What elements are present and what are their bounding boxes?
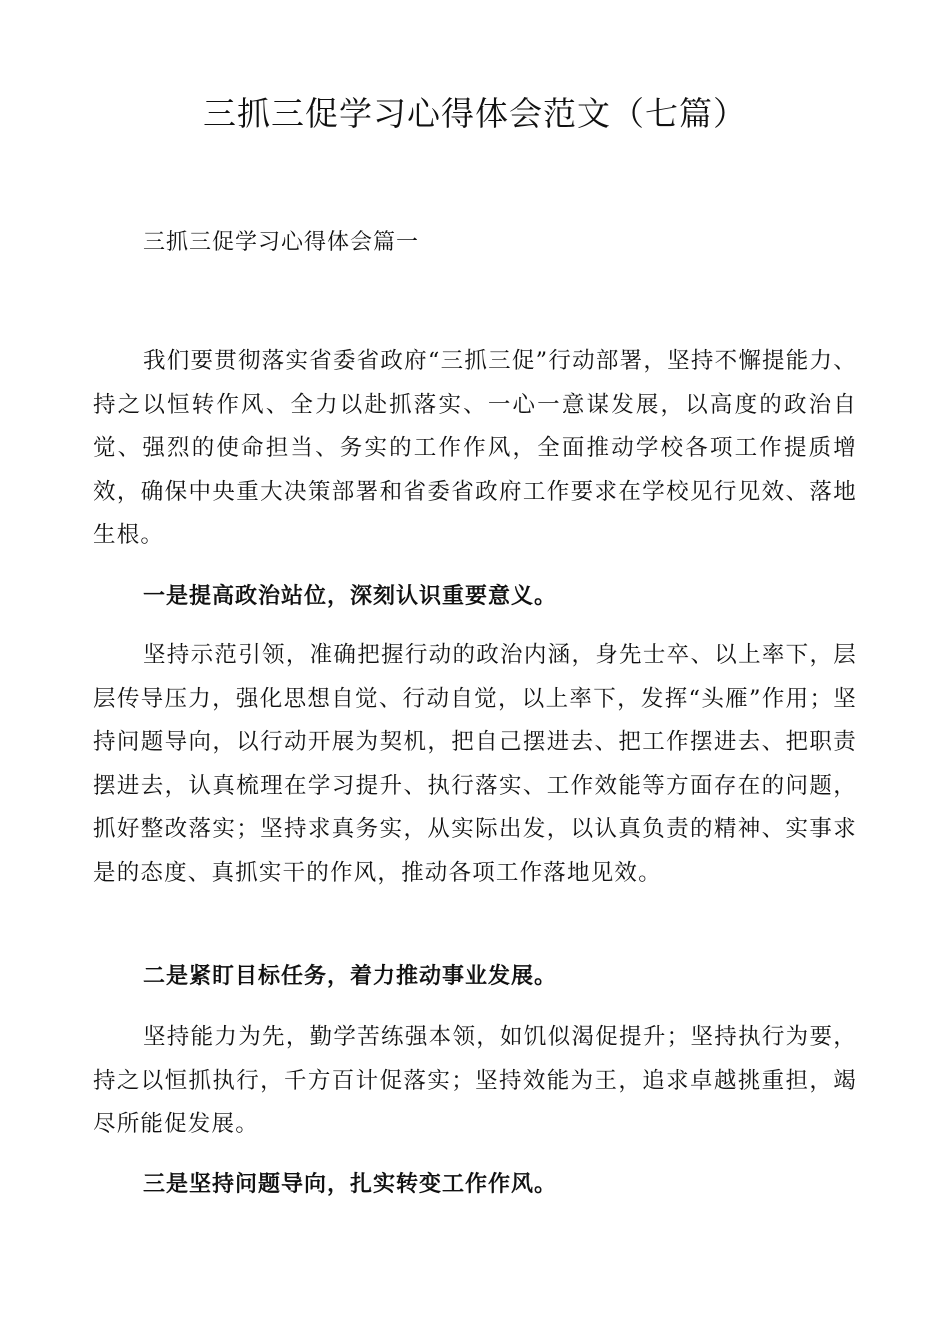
heading-2: 二是紧盯目标任务，着力推动事业发展。	[143, 964, 558, 989]
body-paragraph-1: 坚持示范引领，准确把握行动的政治内涵，身先士卒、以上率下，层层传导压力，强化思想自觉、行动自觉，以上率下，发挥“头雁”作用；坚持问题导向，以行动开展为契机，把自己摆进去、把工作摆进去、把职责摆进去，认真梳理在学习提升、执行落实、工作效能等方面存在的问题，抓好整改落实；坚持求真务实，从实际出发，以认真负责的精神、实事求是的态度、真抓实干的作风，推动各项工作落地见效。	[93, 642, 857, 886]
document-title: 三抓三促学习心得体会范文（七篇）	[203, 94, 747, 133]
section-title: 三抓三促学习心得体会篇一	[143, 230, 420, 255]
intro-paragraph: 我们要贯彻落实省委省政府“三抓三促”行动部署，坚持不懈提能力、持之以恒转作风、全力以赴抓落实、一心一意谋发展，以高度的政治自觉、强烈的使命担当、务实的工作作风，全面推动学校各项工作提质增效，确保中央重大决策部署和省委省政府工作要求在学校见行见效、落地生根。	[93, 348, 857, 548]
heading-3: 三是坚持问题导向，扎实转变工作作风。	[143, 1172, 558, 1197]
body-paragraph-2: 坚持能力为先，勤学苦练强本领，如饥似渴促提升；坚持执行为要，持之以恒抓执行，千方百计促落实；坚持效能为王，追求卓越挑重担，竭尽所能促发展。	[93, 1024, 857, 1137]
heading-1: 一是提高政治站位，深刻认识重要意义。	[143, 584, 558, 609]
